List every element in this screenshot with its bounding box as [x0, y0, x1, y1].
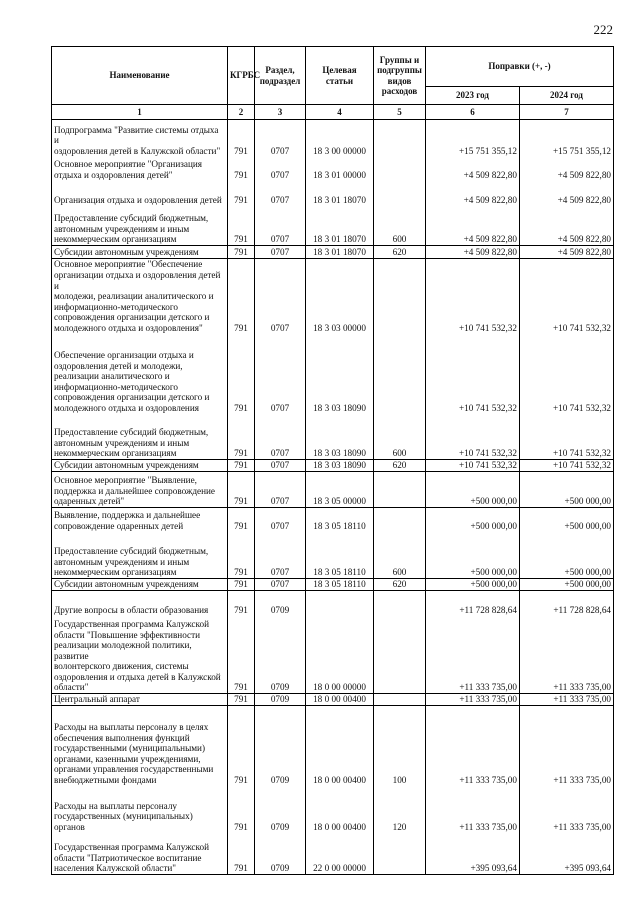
row-group: [374, 616, 426, 694]
table-row: [52, 472, 614, 508]
row-2023: +4 509 822,80: [426, 246, 520, 259]
table-row: [52, 833, 614, 875]
row-2024: +10 741 532,32: [520, 460, 614, 472]
row-name: Субсидии автономным учреждениям: [52, 579, 228, 591]
row-target: 18 3 03 18090: [306, 334, 374, 414]
row-group: 620: [374, 579, 426, 591]
row-section: 0707: [255, 508, 306, 532]
row-name: Предоставление субсидий бюджетным, автономным учреждениям и иным некоммерческим организациям: [52, 532, 228, 579]
table-row: [52, 157, 614, 181]
row-kgrbs: 791: [228, 532, 255, 579]
row-section: 0707: [255, 334, 306, 414]
row-target: 18 3 03 18090: [306, 414, 374, 460]
row-kgrbs: 791: [228, 694, 255, 706]
col-number: 7: [520, 105, 614, 120]
row-2023: +4 509 822,80: [426, 206, 520, 246]
row-name: Основное мероприятие "Организация отдыха и оздоровления детей": [52, 157, 228, 181]
row-name: Обеспечение организации отдыха и оздоровления детей и молодежи, реализации аналитического и информационно-методического сопровождения организации детского и молодежного отдыха и оздоровления: [52, 334, 228, 414]
row-2023: +10 741 532,32: [426, 414, 520, 460]
table-row: [52, 591, 614, 616]
row-name: Основное мероприятие "Выявление, поддержка и дальнейшее сопровождение одаренных детей": [52, 472, 228, 508]
row-target: 18 3 01 18070: [306, 246, 374, 259]
row-target: 18 0 00 00400: [306, 694, 374, 706]
row-kgrbs: 791: [228, 508, 255, 532]
row-group: 100: [374, 706, 426, 786]
row-target: 18 3 03 18090: [306, 460, 374, 472]
row-2023: +11 333 735,00: [426, 786, 520, 833]
row-group: [374, 334, 426, 414]
header-section: Раздел, подраздел: [255, 47, 306, 105]
col-number: 6: [426, 105, 520, 120]
row-group: 600: [374, 414, 426, 460]
row-target: 18 3 01 18070: [306, 181, 374, 206]
row-2024: +11 333 735,00: [520, 786, 614, 833]
row-name: Подпрограмма "Развитие системы отдыха и оздоровления детей в Калужской области": [52, 120, 228, 157]
row-2024: +500 000,00: [520, 579, 614, 591]
col-number: 3: [255, 105, 306, 120]
row-section: 0707: [255, 460, 306, 472]
header-amendments: Поправки (+, -): [426, 47, 614, 87]
row-2023: +4 509 822,80: [426, 181, 520, 206]
row-2023: +11 728 828,64: [426, 591, 520, 616]
row-kgrbs: 791: [228, 786, 255, 833]
row-2024: +500 000,00: [520, 472, 614, 508]
row-2024: +10 741 532,32: [520, 414, 614, 460]
table-row: [52, 786, 614, 833]
row-group: [374, 508, 426, 532]
row-group: 600: [374, 532, 426, 579]
row-2024: +10 741 532,32: [520, 334, 614, 414]
row-kgrbs: 791: [228, 181, 255, 206]
row-target: 18 0 00 00400: [306, 786, 374, 833]
row-2023: +11 333 735,00: [426, 616, 520, 694]
row-name: Государственная программа Калужской области "Патриотическое воспитание населения Калужской области": [52, 833, 228, 875]
row-target: 18 3 05 18110: [306, 508, 374, 532]
row-section: 0709: [255, 706, 306, 786]
row-section: 0709: [255, 591, 306, 616]
row-group: 600: [374, 206, 426, 246]
row-name: Субсидии автономным учреждениям: [52, 246, 228, 259]
row-kgrbs: 791: [228, 706, 255, 786]
row-target: 18 3 01 18070: [306, 206, 374, 246]
row-section: 0707: [255, 579, 306, 591]
row-2024: +11 728 828,64: [520, 591, 614, 616]
row-2024: +11 333 735,00: [520, 706, 614, 786]
row-name: Основное мероприятие "Обеспечение организации отдыха и оздоровления детей и молодежи, реализации аналитического и информационно-методического сопровождения организации детского и молодежного отдыха и оздоровления": [52, 259, 228, 334]
header-name: Наименование: [52, 47, 228, 105]
row-2023: +10 741 532,32: [426, 460, 520, 472]
row-name: Государственная программа Калужской области "Повышение эффективности реализации молодежной политики, развитие волонтерского движения, системы оздоровления и отдыха детей в Калужской области": [52, 616, 228, 694]
row-target: 18 3 03 00000: [306, 259, 374, 334]
row-section: 0707: [255, 120, 306, 157]
row-kgrbs: 791: [228, 246, 255, 259]
row-group: 620: [374, 460, 426, 472]
row-2024: +15 751 355,12: [520, 120, 614, 157]
row-kgrbs: 791: [228, 591, 255, 616]
row-section: 0709: [255, 616, 306, 694]
row-2023: +11 333 735,00: [426, 694, 520, 706]
row-name: Предоставление субсидий бюджетным, автономным учреждениям и иным некоммерческим организациям: [52, 206, 228, 246]
row-target: 18 3 00 00000: [306, 120, 374, 157]
row-kgrbs: 791: [228, 259, 255, 334]
row-target: [306, 591, 374, 616]
row-group: [374, 259, 426, 334]
row-kgrbs: 791: [228, 472, 255, 508]
row-section: 0707: [255, 206, 306, 246]
row-group: [374, 120, 426, 157]
row-section: 0707: [255, 157, 306, 181]
row-section: 0707: [255, 414, 306, 460]
budget-amendments-table: [51, 46, 614, 875]
table-row: [52, 414, 614, 460]
row-group: [374, 833, 426, 875]
row-2024: +500 000,00: [520, 508, 614, 532]
table-row: [52, 694, 614, 706]
header-year-2024: 2024 год: [520, 87, 614, 105]
page-number: 222: [593, 22, 613, 37]
row-2023: +4 509 822,80: [426, 157, 520, 181]
row-kgrbs: 791: [228, 460, 255, 472]
row-section: 0707: [255, 532, 306, 579]
row-target: 18 3 05 18110: [306, 532, 374, 579]
row-2023: +395 093,64: [426, 833, 520, 875]
row-2023: +500 000,00: [426, 532, 520, 579]
row-name: Расходы на выплаты персоналу в целях обеспечения выполнения функций государственными (муниципальными) органами, казенными учреждениями, органами управления государственными внебюджетными фондами: [52, 706, 228, 786]
table-row: [52, 181, 614, 206]
row-section: 0707: [255, 259, 306, 334]
col-number: 4: [306, 105, 374, 120]
row-name: Расходы на выплаты персоналу государственных (муниципальных) органов: [52, 786, 228, 833]
row-group: [374, 694, 426, 706]
row-2024: +4 509 822,80: [520, 246, 614, 259]
row-name: Выявление, поддержка и дальнейшее сопровождение одаренных детей: [52, 508, 228, 532]
row-target: 18 3 05 18110: [306, 579, 374, 591]
row-name: Другие вопросы в области образования: [52, 591, 228, 616]
row-name: Центральный аппарат: [52, 694, 228, 706]
table-row: [52, 120, 614, 157]
col-number: 5: [374, 105, 426, 120]
row-2024: +4 509 822,80: [520, 206, 614, 246]
row-group: 620: [374, 246, 426, 259]
row-target: 22 0 00 00000: [306, 833, 374, 875]
row-2023: +11 333 735,00: [426, 706, 520, 786]
row-name: Субсидии автономным учреждениям: [52, 460, 228, 472]
row-2024: +500 000,00: [520, 532, 614, 579]
row-2023: +500 000,00: [426, 508, 520, 532]
table-row: [52, 206, 614, 246]
row-2024: +4 509 822,80: [520, 181, 614, 206]
row-kgrbs: 791: [228, 157, 255, 181]
row-section: 0707: [255, 181, 306, 206]
row-2023: +15 751 355,12: [426, 120, 520, 157]
row-2023: +10 741 532,32: [426, 334, 520, 414]
row-section: 0709: [255, 786, 306, 833]
table-row: [52, 579, 614, 591]
table-row: [52, 706, 614, 786]
table-row: [52, 259, 614, 334]
row-group: 120: [374, 786, 426, 833]
table-row: [52, 616, 614, 694]
table-row: [52, 246, 614, 259]
row-section: 0707: [255, 246, 306, 259]
row-2024: +395 093,64: [520, 833, 614, 875]
row-target: 18 0 00 00400: [306, 706, 374, 786]
row-kgrbs: 791: [228, 414, 255, 460]
table-row: [52, 508, 614, 532]
row-kgrbs: 791: [228, 334, 255, 414]
header-groups: Группы и подгруппы видов расходов: [374, 47, 426, 105]
row-target: 18 3 01 00000: [306, 157, 374, 181]
col-number: 1: [52, 105, 228, 120]
row-2023: +10 741 532,32: [426, 259, 520, 334]
row-target: 18 3 05 00000: [306, 472, 374, 508]
row-name: Предоставление субсидий бюджетным, автономным учреждениям и иным некоммерческим организациям: [52, 414, 228, 460]
row-2024: +4 509 822,80: [520, 157, 614, 181]
row-kgrbs: 791: [228, 120, 255, 157]
row-group: [374, 472, 426, 508]
row-kgrbs: 791: [228, 579, 255, 591]
row-name: Организация отдыха и оздоровления детей: [52, 181, 228, 206]
header-year-2023: 2023 год: [426, 87, 520, 105]
row-section: 0707: [255, 472, 306, 508]
header-kgrbs: КГРБС: [228, 47, 255, 105]
row-2024: +11 333 735,00: [520, 694, 614, 706]
header-target: Целевая статьи: [306, 47, 374, 105]
table-row: [52, 460, 614, 472]
col-number: 2: [228, 105, 255, 120]
row-kgrbs: 791: [228, 206, 255, 246]
row-group: [374, 591, 426, 616]
row-section: 0709: [255, 833, 306, 875]
row-group: [374, 181, 426, 206]
row-2024: +10 741 532,32: [520, 259, 614, 334]
table-row: [52, 334, 614, 414]
row-2024: +11 333 735,00: [520, 616, 614, 694]
table-row: [52, 532, 614, 579]
row-kgrbs: 791: [228, 616, 255, 694]
row-section: 0709: [255, 694, 306, 706]
row-2023: +500 000,00: [426, 472, 520, 508]
row-kgrbs: 791: [228, 833, 255, 875]
row-target: 18 0 00 00000: [306, 616, 374, 694]
row-group: [374, 157, 426, 181]
row-2023: +500 000,00: [426, 579, 520, 591]
